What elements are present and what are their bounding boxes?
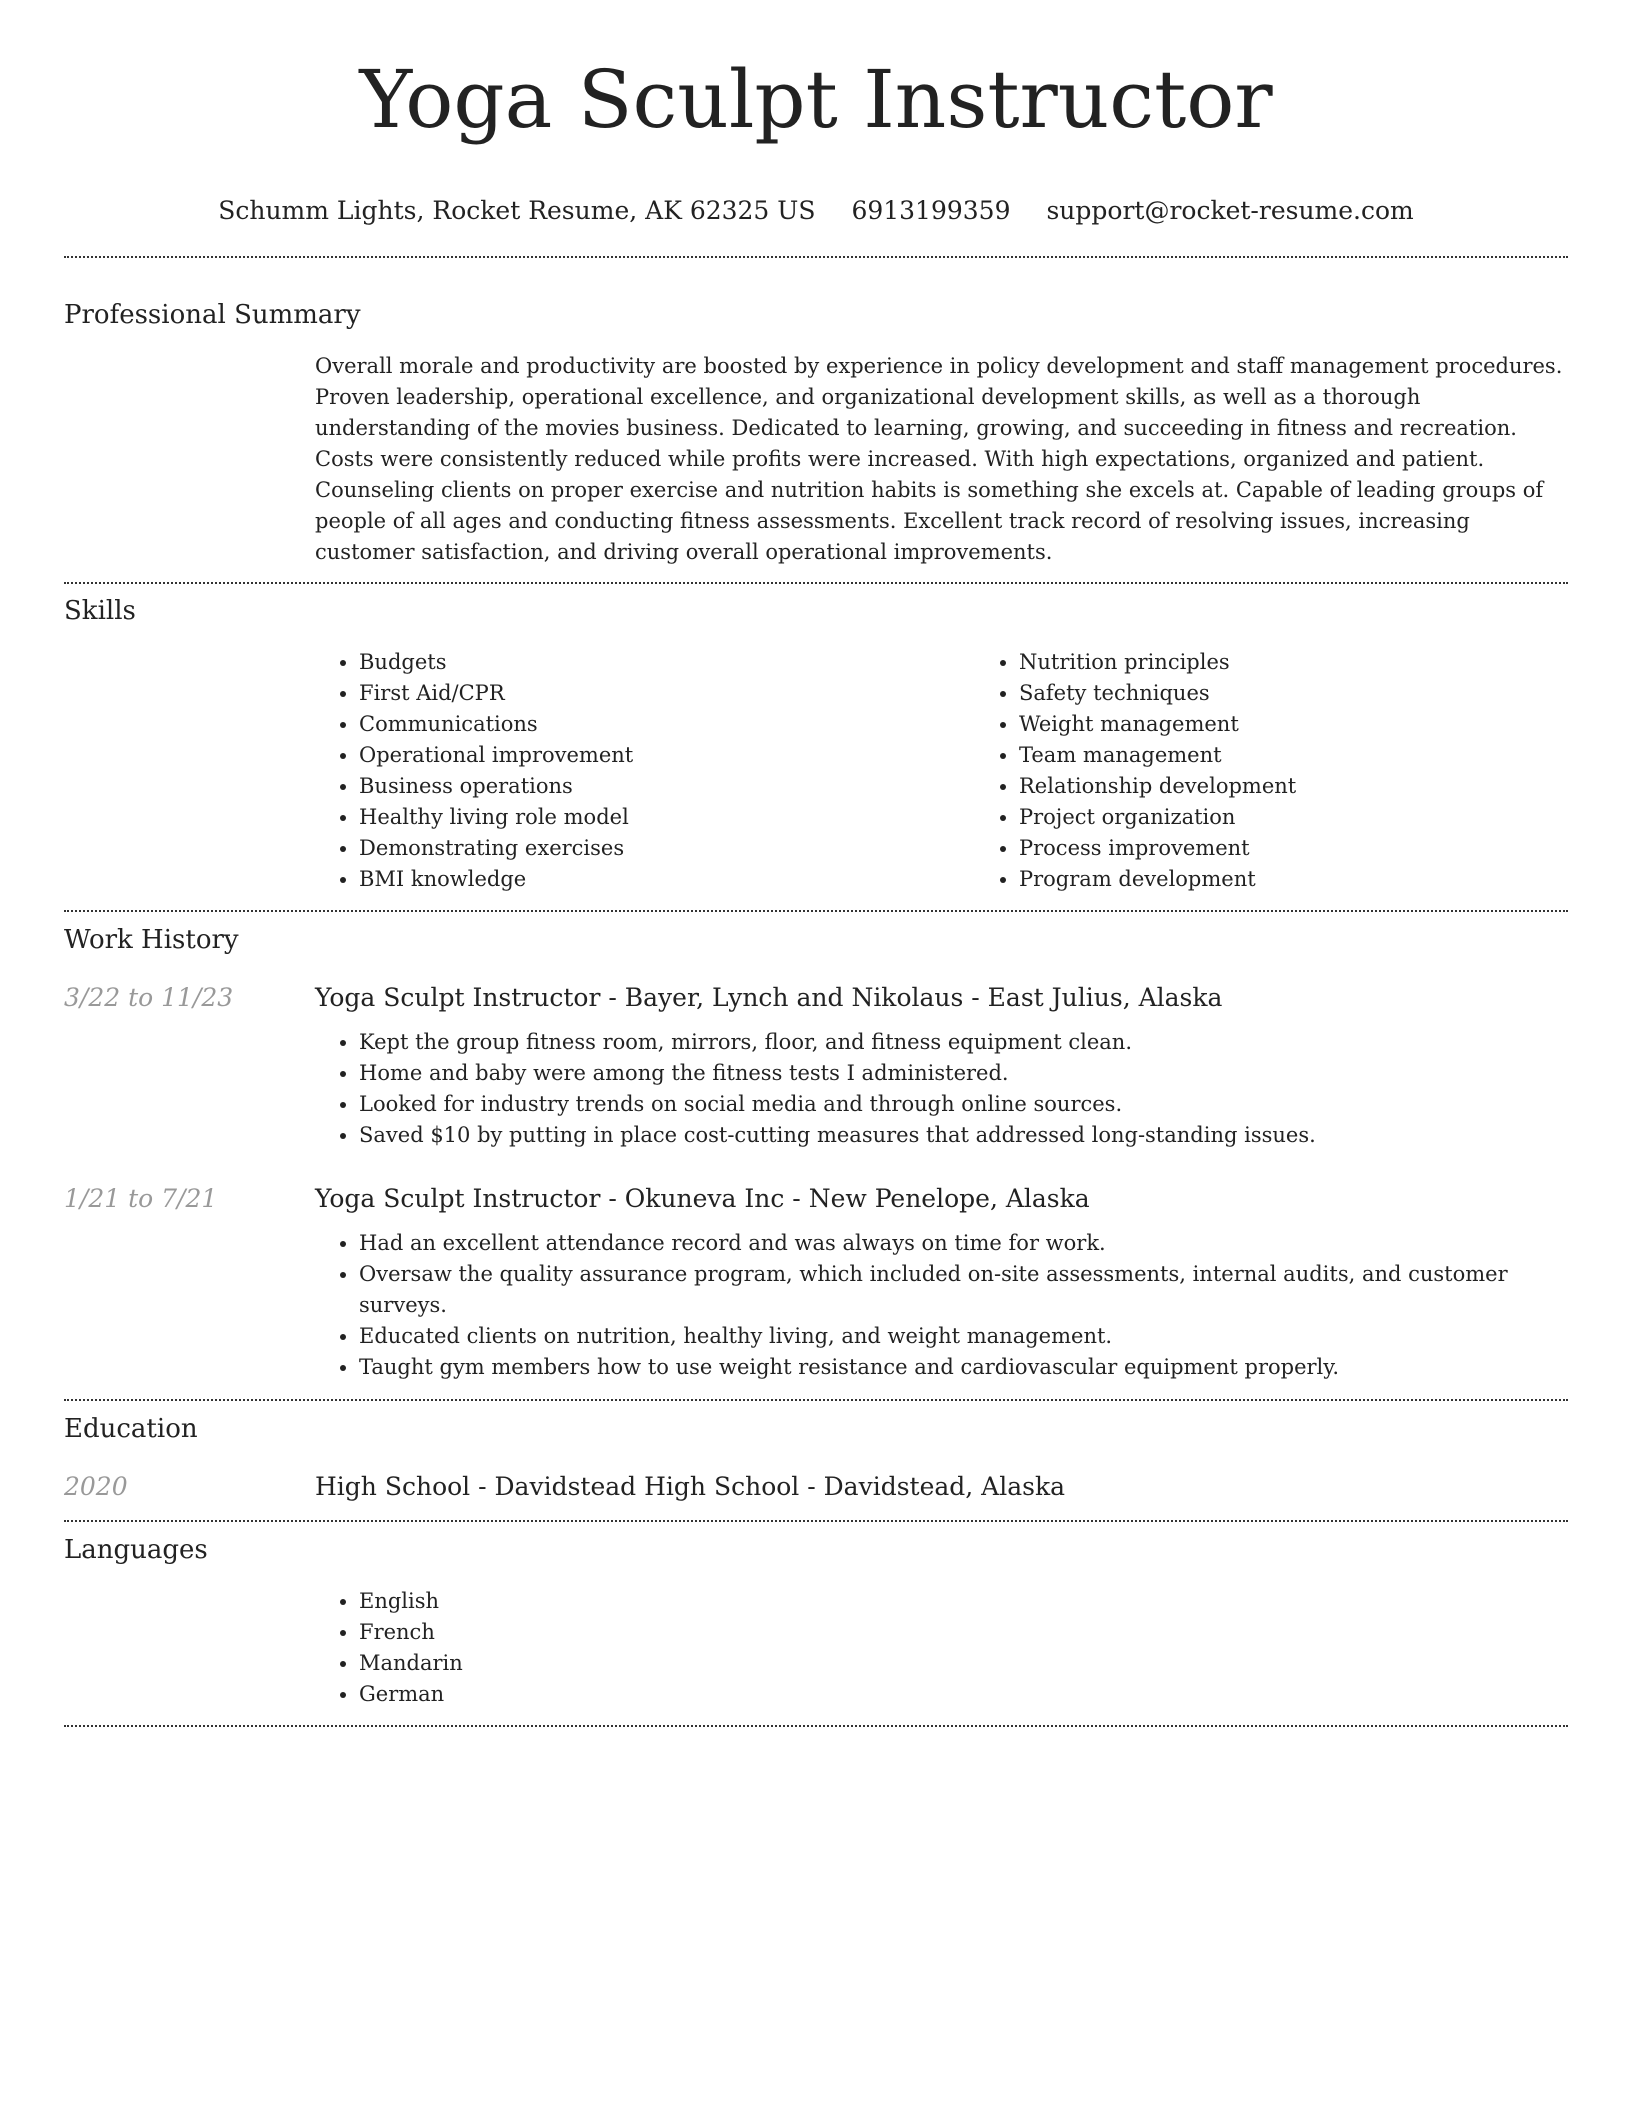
skill-item: • Safety techniques (1019, 678, 1632, 709)
education-entry (64, 1470, 1568, 1504)
job-bullet: • Educated clients on nutrition, healthy living, and weight management. (359, 1321, 1568, 1352)
languages-heading: Languages (64, 1535, 208, 1565)
education-year: 2020 (64, 1472, 128, 1501)
skill-item: • Operational improvement (359, 740, 975, 771)
language-item: • English (359, 1586, 1568, 1617)
contact-email: support@rocket-resume.com (1046, 196, 1414, 225)
section-divider (64, 256, 1568, 258)
languages-section (64, 1533, 1568, 1710)
contact-address: Schumm Lights, Rocket Resume, AK 62325 US (218, 196, 816, 225)
language-item: • German (359, 1679, 1568, 1710)
skill-item: • Nutrition principles (1019, 647, 1632, 678)
candidate-name: Yoga Sculpt Instructor (359, 53, 1273, 146)
job-bullet: • Had an excellent attendance record and was always on time for work. (359, 1228, 1568, 1259)
job-bullet: • Looked for industry trends on social media and through online sources. (359, 1089, 1568, 1120)
job-entry (64, 981, 1568, 1151)
skill-item: • Program development (1019, 864, 1632, 895)
job-bullet: • Home and baby were among the fitness tests I administered. (359, 1058, 1568, 1089)
summary-heading: Professional Summary (64, 300, 361, 330)
languages-list (315, 1586, 1568, 1710)
skills-list-left (315, 647, 975, 895)
language-item: • French (359, 1617, 1568, 1648)
skill-item: • BMI knowledge (359, 864, 975, 895)
skill-item: • Team management (1019, 740, 1632, 771)
section-divider (64, 1520, 1568, 1522)
job-bullet: • Taught gym members how to use weight resistance and cardiovascular equipment properly. (359, 1352, 1568, 1383)
skills-section (64, 594, 1568, 895)
job-heading: Yoga Sculpt Instructor - Bayer, Lynch and Nikolaus - East Julius, Alaska (315, 983, 1223, 1012)
skill-item: • Weight management (1019, 709, 1632, 740)
job-dates: 1/21 to 7/21 (64, 1184, 218, 1213)
skill-item: • Project organization (1019, 802, 1632, 833)
job-bullets (315, 1228, 1568, 1383)
job-bullet: • Kept the group fitness room, mirrors, floor, and fitness equipment clean. (359, 1027, 1568, 1058)
skill-item: • Communications (359, 709, 975, 740)
contact-phone: 6913199359 (851, 196, 1011, 225)
education-heading-line: High School - Davidstead High School - Davidstead, Alaska (315, 1472, 1066, 1501)
contact-line (64, 194, 1568, 228)
section-divider (64, 1399, 1568, 1401)
work-history-section (64, 923, 1568, 1383)
language-item: • Mandarin (359, 1648, 1568, 1679)
job-entry (64, 1182, 1568, 1383)
job-dates: 3/22 to 11/23 (64, 983, 234, 1012)
job-bullet: • Oversaw the quality assurance program, which included on-site assessments, internal audits, and customer surveys. (359, 1259, 1568, 1321)
education-section (64, 1412, 1568, 1504)
skill-item: • Process improvement (1019, 833, 1632, 864)
skill-item: • Business operations (359, 771, 975, 802)
skill-item: • Healthy living role model (359, 802, 975, 833)
skill-item: • Relationship development (1019, 771, 1632, 802)
skill-item: • Budgets (359, 647, 975, 678)
job-heading: Yoga Sculpt Instructor - Okuneva Inc - New Penelope, Alaska (315, 1184, 1090, 1213)
job-bullet: • Saved $10 by putting in place cost-cutting measures that addressed long-standing issues. (359, 1120, 1568, 1151)
skill-item: • First Aid/CPR (359, 678, 975, 709)
skill-item: • Demonstrating exercises (359, 833, 975, 864)
education-heading: Education (64, 1414, 198, 1444)
job-bullets (315, 1027, 1568, 1151)
summary-section (64, 298, 1568, 568)
summary-text: Overall morale and productivity are boosted by experience in policy development and staff management procedures. Proven leadership, operational excellence, and organizational development skills, as well as a thorough understanding of the movies business. Dedicated to learning, growing, and succeeding in fitness and recreation. Costs were consistently reduced while profits were increased. With high expectations, organized and patient. Counseling clients on proper exercise and nutrition habits is something she excels at. Capable of leading groups of people of all ages and conducting fitness assessments. Excellent track record of resolving issues, increasing customer satisfaction, and driving overall operational improvements. (315, 354, 1563, 564)
work-history-heading: Work History (64, 925, 239, 955)
skills-list-right (975, 647, 1632, 895)
section-divider (64, 1725, 1568, 1727)
section-divider (64, 910, 1568, 912)
section-divider (64, 582, 1568, 584)
skills-heading: Skills (64, 596, 136, 626)
